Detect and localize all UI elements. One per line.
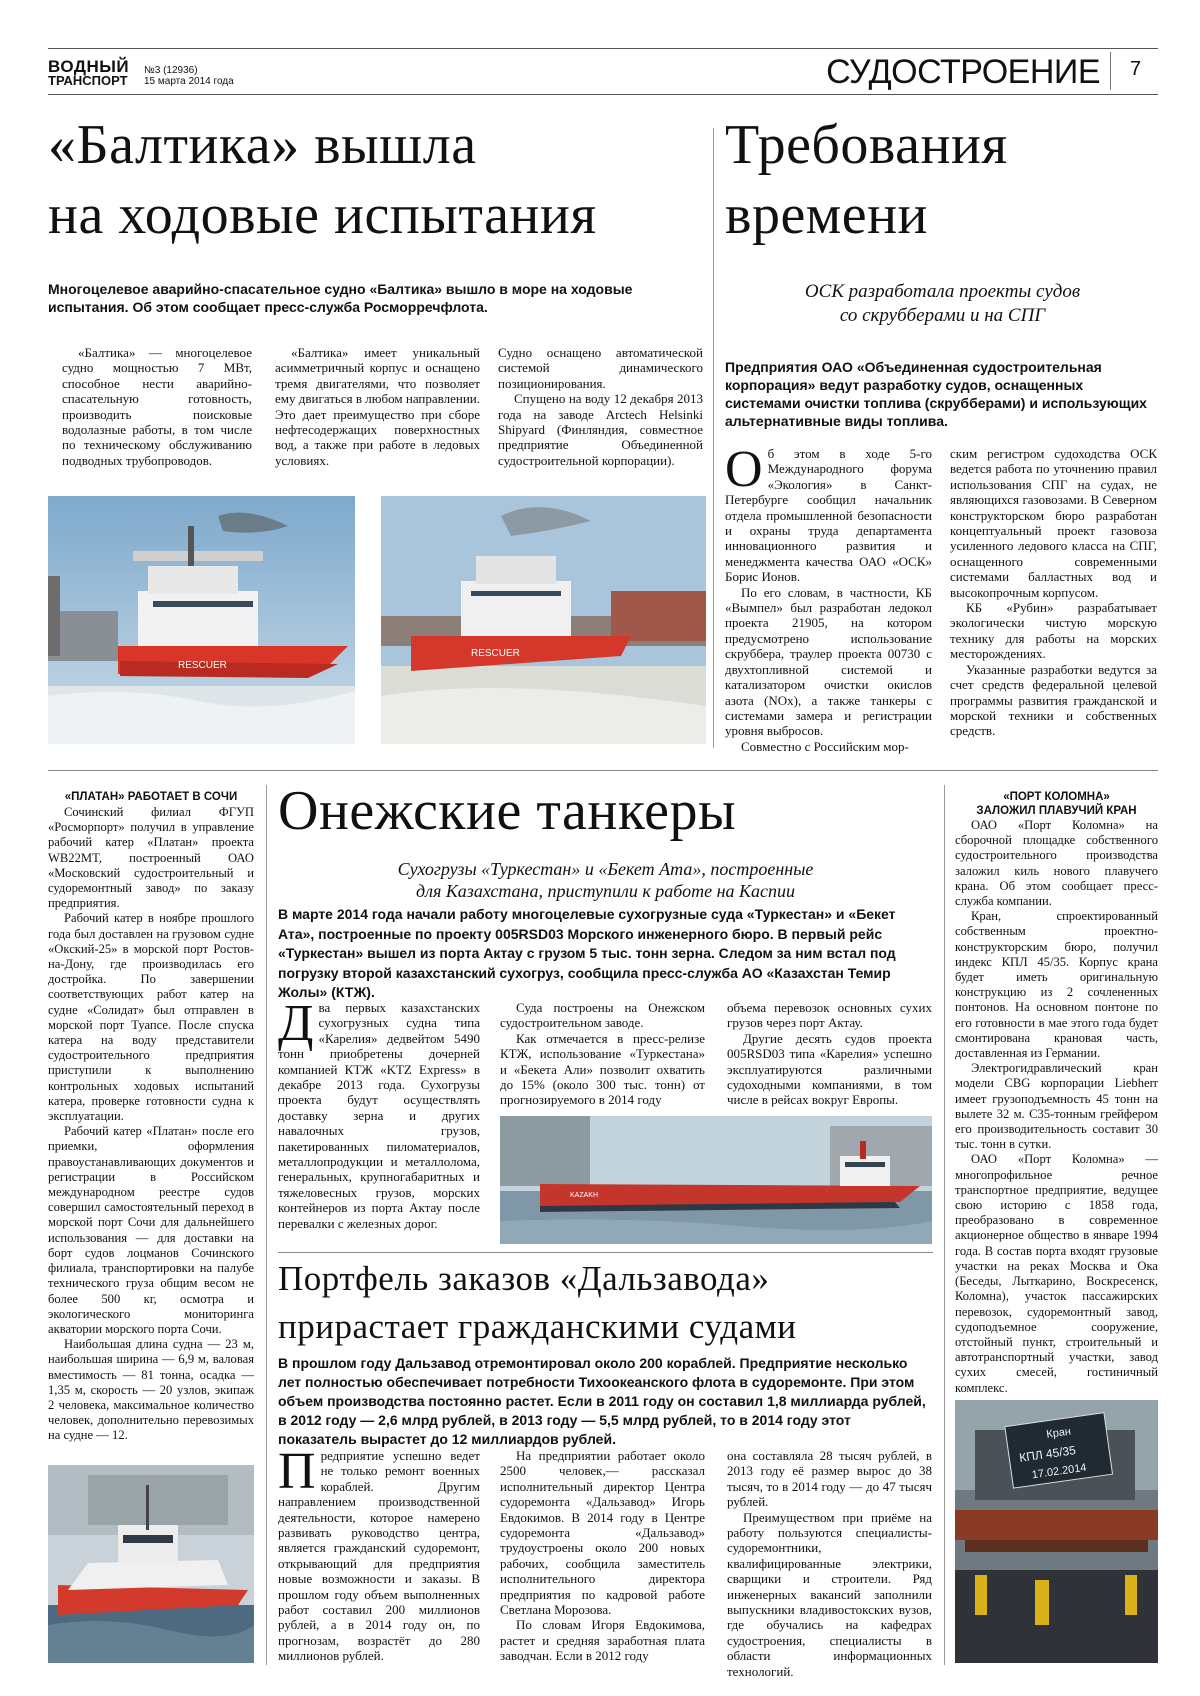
- baltika-title: «Балтика» вышла на ходовые испытания: [48, 114, 597, 246]
- baltika-photo-2: [381, 496, 706, 744]
- platan-photo: [48, 1465, 254, 1663]
- section-title: СУДОСТРОЕНИЕ: [826, 53, 1100, 91]
- header-rule: [48, 94, 1158, 95]
- kolomna-photo: [955, 1400, 1158, 1663]
- svg-text:Кран: Кран: [1045, 1425, 1072, 1441]
- svg-text:КПЛ 45/35: КПЛ 45/35: [1018, 1443, 1077, 1465]
- onezh-title: Онежские танкеры: [278, 780, 737, 842]
- baltika-photo-1: [48, 496, 355, 744]
- svg-text:KAZAKH: KAZAKH: [570, 1192, 599, 1199]
- issue-info: [144, 65, 234, 87]
- trebovaniya-title: Требования времени: [725, 114, 1008, 246]
- onezh-col2: Суда построены на Онежском судостроительном заводе. Как отмечается в пресс-релизе КТЖ, использование «Туркестана» и «Бекета Али» позволит охватить до 15% (около 300 тыс. тонн) от прогнозируемого в 2014 году: [500, 1000, 705, 1108]
- dalzavod-col1: Предприятие успешно ведет не только ремонт военных кораблей. Другим направлением производственной деятельности, которое намерено развивать руководство центра, является гражданский судоремонт, открывающий для предприятия новые возможности и заказы. В прошлом году объем выполненных работ составил 200 миллионов рублей, а в 2014 году он, по прогнозам, возрастёт до 280 миллионов рублей.: [278, 1443, 480, 1664]
- svg-text:RESCUER: RESCUER: [471, 648, 520, 659]
- platan-body: Сочинский филиал ФГУП «Росморпорт» получил в управление рабочий катер «Платан» проекта WB22MT, построенный ОАО «Московский судостроительный и судоремонтный завод» по заказу предприятия. Рабочий катер в ноябре прошлого года был доставлен на грузовом судне «Окский-25» в морской порт Ростов-на-Дону, где производилась его достройка. По завершении соответствующих работ катер на судне «Солидат» был отправлен в морской порт Туапсе. После спуска катера на воду представители судостроительного предприятия приступили к выполнению контрольных ходовых испытаний катера, проверке готовности судна к эксплуатации. Рабочий катер «Платан» после его приемки, оформления правоустанавливающих документов и регистрации в Российском международном реестре судов совершил самостоятельный переход в морской порт Сочи для дальнейшего использования — для доставки на борт судов лоцманов Сочинского филиала, транспортировки на палубе технического груза общим весом не более 500 кг, осмотра и экологического мониторинга акватории морского порта Сочи. Наибольшая длина судна — 23 м, наибольшая ширина — 6,9 м, валовая вместимость — 81 тонна, осадка — 1,35 м, скорость — 20 узлов, экипаж 2 человека, максимальное количество человек, дополнительно перевозимых на судне — 12.: [48, 805, 254, 1443]
- right-column-divider: [944, 785, 945, 1665]
- page-number: 7: [1130, 58, 1142, 80]
- trebovaniya-subtitle: ОСК разработала проекты судов со скрубберами и на СПГ: [804, 281, 1081, 326]
- svg-text:RESCUER: RESCUER: [178, 660, 227, 671]
- issue-number: №3 (12936): [144, 65, 198, 76]
- middle-rule: [48, 770, 1158, 771]
- onezh-dropcap: Д: [278, 995, 314, 1052]
- kolomna-body: ОАО «Порт Коломна» на сборочной площадке собственного судостроительного производства заложил киль нового плавучего крана. Об этом сообщает пресс-служба компании. Кран, спроектированный собственным проектно-конструкторским бюро, получил индекс КПЛ 45/35. Корпус крана будет иметь оригинальную конструкцию из 2 сочлененных понтонов. На основном понтоне по его готовности в мае этого года будет смонтирована крановая часть, доставленная из Германии. Электрогидравлический кран модели CBG корпорации Liebherr имеет грузоподъемность 45 тонн на вылете 32 м. С35-тонным грейфером его производительность составит 30 тыс. тонн в сутки. ОАО «Порт Коломна» — многопрофильное речное транспортное предприятие, ведущее свою историю с 1858 года, преобразовано в современное акционерное общество в январе 1994 года. В состав порта входят грузовые участки на реках Москва и Ока (Беседы, Лыткарино, Воскресенск, Коломна), участок пассажирских перевозок, судоремонтный завод, судоподъемное сооружение, отстойный пункт, строительный и автотранспортный участки, завод сухих смесей, гостиничный комплекс.: [955, 818, 1158, 1395]
- trebovaniya-lead: Предприятия ОАО «Объединенная судостроительная корпорация» ведут разработку судов, оснащенных системами очистки топлива (скрубберами) и использующих альтернативные виды топлива.: [725, 359, 1147, 429]
- platan-title: «ПЛАТАН» РАБОТАЕТ В СОЧИ: [64, 791, 238, 803]
- onezh-lead: В марте 2014 года начали работу многоцелевые сухогрузные суда «Туркестан» и «Бекет Ата», построенные по проекту 005RSD03 Морского инженерного бюро. В первый рейс «Туркестан» вышел из порта Актау с грузом 5 тыс. тонн зерна. Следом за ним встал под погрузку второй казахстанский сухогруз, сообщила пресс-служба АО «Казахстан Темир Жолы» (КТЖ).: [278, 906, 896, 1000]
- dalzavod-lead: В прошлом году Дальзавод отремонтировал около 200 кораблей. Предприятие несколько лет полностью обеспечивает потребности Тихоокеанского флота в судоремонте. При этом объем производства постоянно растет. Если в 2011 году он составил 1,8 миллиарда рублей, в 2012 году — 2,6 млрд рублей, в 2013 году — 5,5 млрд рублей, то в 2014 году этот показатель вырастет до 12 миллиардов рублей.: [278, 1355, 926, 1447]
- dalzavod-col2: На предприятии работает около 2500 человек,— рассказал исполнительный директор Центра судоремонта «Дальзавод» Игорь Евдокимов. В 2014 году в Центре судоремонта «Дальзавод» трудоустроены около 200 новых рабочих, сообщила заместитель исполнительного директора предприятия по кадровой работе Светлана Морозова. По словам Игоря Евдокимова, растет и средняя заработная плата заводчан. Если в 2012 году: [500, 1448, 705, 1664]
- dalzavod-title: Портфель заказов «Дальзавода» прирастает гражданскими судами: [278, 1259, 797, 1346]
- brand-top: ВОДНЫЙ: [48, 57, 130, 76]
- kolomna-title: «ПОРТ КОЛОМНА» ЗАЛОЖИЛ ПЛАВУЧИЙ КРАН: [976, 791, 1137, 817]
- dalzavod-rule: [278, 1252, 933, 1253]
- onezh-col3: объема перевозок основных сухих грузов через порт Актау. Другие десять судов проекта 005RSD03 типа «Карелия» успешно эксплуатируются различными судоходными компаниями, в том числе в рейсах вокруг Европы.: [727, 1000, 932, 1108]
- onezh-subtitle: Сухогрузы «Туркестан» и «Бекет Ата», построенные для Казахстана, приступили к работе на Каспии: [397, 859, 814, 901]
- brand-bottom: ТРАНСПОРТ: [48, 73, 128, 88]
- issue-date: 15 марта 2014 года: [144, 76, 234, 87]
- trebovaniya-dropcap: О: [725, 441, 763, 498]
- onezh-col1: Два первых казахстанских сухогрузных судна типа «Карелия» дедвейтом 5490 тонн приобретены дочерней компанией КТЖ «KTZ Express» в декабре 2013 года. Сухогрузы проекта будут осуществлять доставку зерна и других навалочных грузов, пакетированных пиломатериалов, металлопродукции и металлолома, генеральных, крупногабаритных и тяжеловесных грузов, морских контейнеров из порта Актау после перевалки с железных дорог.: [278, 995, 480, 1231]
- baltika-col1: «Балтика» — многоцелевое судно мощностью 7 МВт, способное нести аварийно-спасательную готовность, производить поисковые водолазные работы, в том числе по техническому обслуживанию подводных трубопроводов.: [62, 345, 252, 468]
- dalzavod-dropcap: П: [278, 1443, 316, 1500]
- baltika-col3: Судно оснащено автоматической системой динамического позиционирования. Спущено на воду 12 декабря 2013 года на заводе Arctech Helsinki Shipyard (Финляндия, совместное предприятие Объединенной судостроительной корпорации).: [498, 345, 703, 468]
- left-column-divider: [266, 785, 267, 1665]
- onezh-photo: [500, 1116, 932, 1244]
- baltika-col2: «Балтика» имеет уникальный асимметричный корпус и оснащено тремя двигателями, что позволяет ему двигаться в любом направлении. Это дает преимущество при сборе нефтесодержащих поверхностных вод, а также при работе в ледовых условиях.: [275, 345, 480, 468]
- baltika-lead: Многоцелевое аварийно-спасательное судно «Балтика» вышло в море на ходовые испытания. Об этом сообщает пресс-служба Росморречфлота.: [48, 281, 633, 315]
- top-rule: [48, 48, 1158, 49]
- brand-logo: [48, 53, 138, 93]
- trebovaniya-col2: ским регистром судоходства ОСК ведется работа по уточнению правил использования СПГ на судах, не являющихся газовозами. В Северном конструкторском бюро разработан концептуальный проект газовоза усиленного ледового класса на СПГ, оснащенного современными системами балластных вод и высокопрочным корпусом. КБ «Рубин» разрабатывает экологически чистую морскую технику для работы на морских месторождениях. Указанные разработки ведутся за счет средств федеральной целевой программы развития гражданской и морской техники и собственных средств.: [950, 446, 1157, 739]
- svg-text:17.02.2014: 17.02.2014: [1031, 1461, 1088, 1482]
- dalzavod-col3: она составляла 28 тысяч рублей, в 2013 году её размер вырос до 38 тысяч, то в 2014 году — до 47 тысяч рублей. Преимуществом при приёме на работу пользуются специалисты-судоремонтники, квалифицированные электрики, сварщики и строители. Ряд инженерных вакансий заполнили выпускники владивостокских вузов, где обучались на кафедрах судостроения, специалисты в области информационных технологий.: [727, 1448, 932, 1679]
- header-divider: [1110, 52, 1111, 90]
- top-column-divider: [713, 128, 714, 748]
- trebovaniya-col1: Об этом в ходе 5-го Международного форума «Экология» в Санкт-Петербурге сообщил начальник отдела промышленной безопасности и охраны труда департамента инновационного развития и менеджмента качества ОАО «ОСК» Борис Ионов. По его словам, в частности, КБ «Вымпел» был разработан ледокол проекта 21905, на котором предусмотрено использование скруббера, траулер проекта 00730 с двухтопливной системой и катализатором очистки окислов азота (NOx), а также танкеры с системами замера и регистрации уровня выбросов. Совместно с Российским мор-: [725, 441, 932, 754]
